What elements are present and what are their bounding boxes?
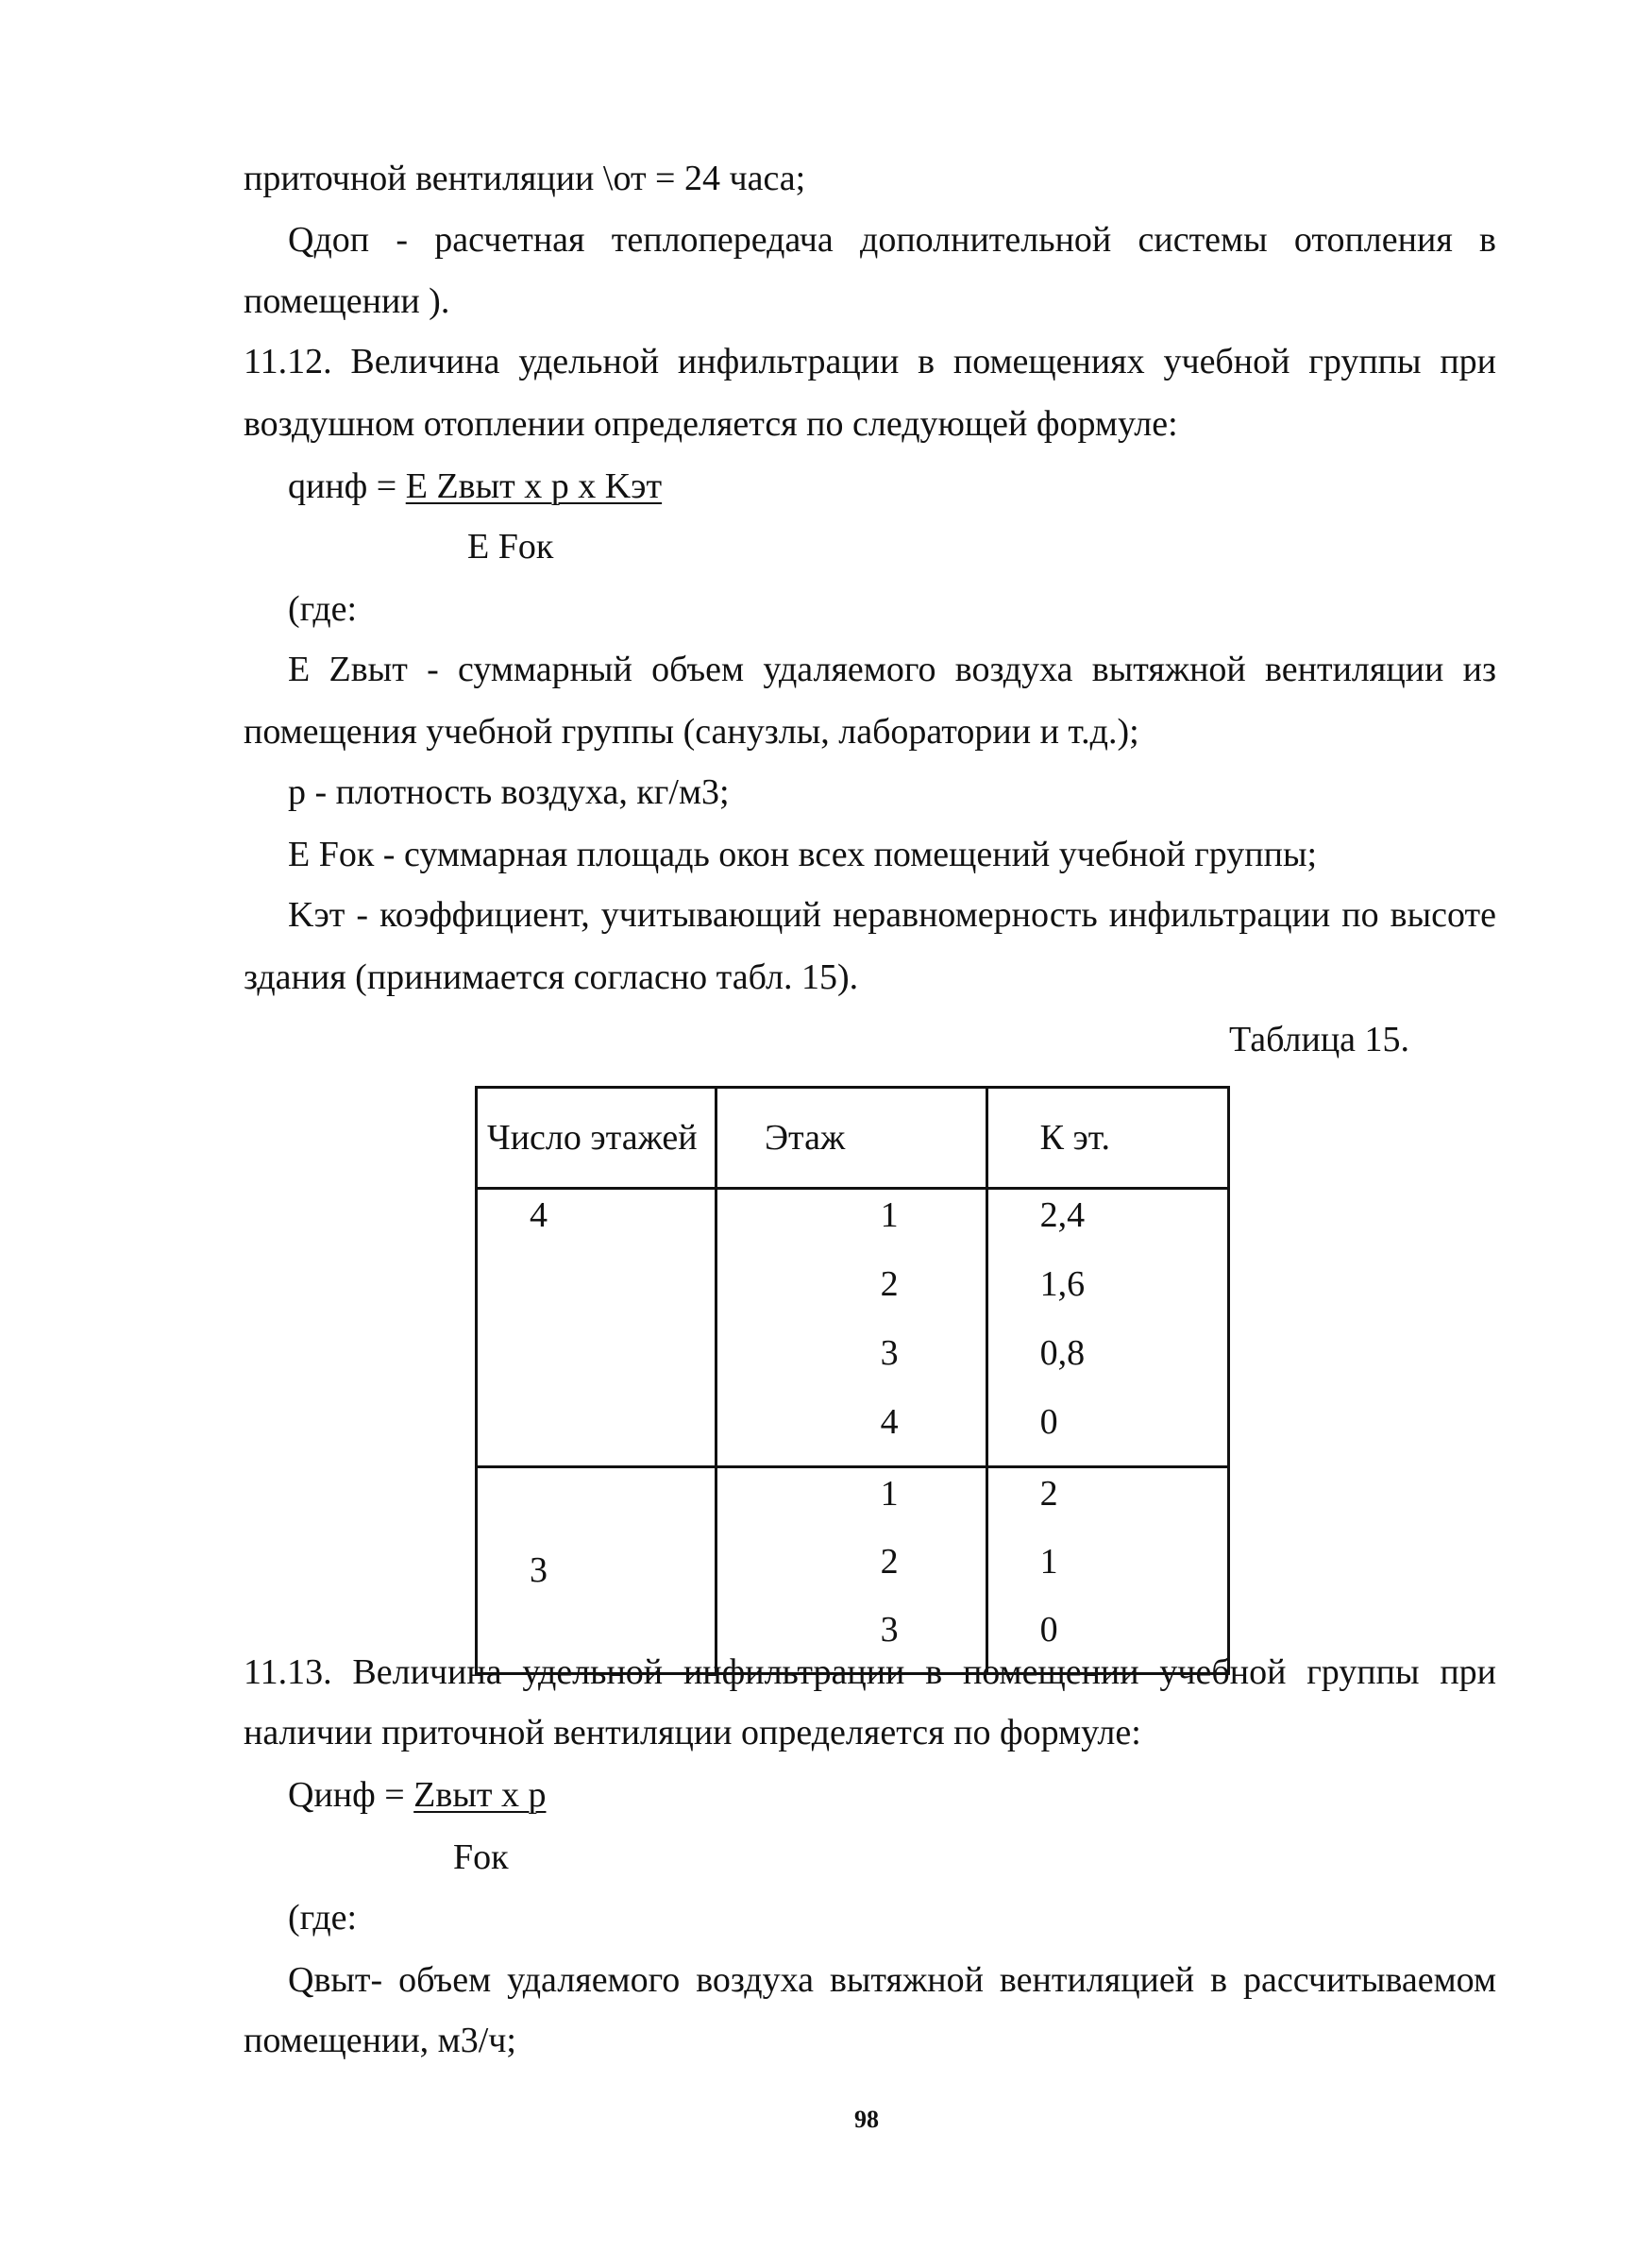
formula-1	[288, 468, 662, 504]
text-line: E Fок - суммарная площадь окон всех помещений учебной группы;	[288, 835, 1318, 874]
text-line: p - плотность воздуха, кг/м3;	[288, 772, 730, 812]
formula-2-numerator: Zвыт x p	[413, 1775, 547, 1815]
floors-count-cell: 4	[477, 1189, 716, 1467]
text-line: Kэт - коэффициент, учитывающий неравномерность инфильтрации по высоте	[288, 895, 1496, 935]
formula-1-lhs: qинф =	[288, 466, 406, 506]
floor-cell: 4	[716, 1396, 986, 1467]
table-row	[477, 1189, 1229, 1260]
text-line: наличии приточной вентиляции определяется по формуле:	[244, 1713, 1141, 1752]
section-11-12-heading: 11.12. Величина удельной инфильтрации в помещениях учебной группы при	[244, 342, 1496, 381]
k-et-cell: 1	[986, 1536, 1228, 1604]
floors-count-cell: 3	[477, 1467, 716, 1674]
k-et-cell: 0	[986, 1396, 1228, 1467]
where-label: (где:	[288, 589, 358, 629]
header-floor: Этаж	[716, 1088, 986, 1189]
formula-1-denominator: E Fок	[467, 527, 554, 567]
text-line: помещении, м3/ч;	[244, 2021, 516, 2060]
formula-1-numerator: E Zвыт x p x Kэт	[405, 466, 663, 506]
text-line: помещения учебной группы (санузлы, лаборатории и т.д.);	[244, 712, 1139, 752]
floor-cell: 3	[716, 1328, 986, 1396]
header-floors-count: Число этажей	[477, 1088, 716, 1189]
text-line: приточной вентиляции \от = 24 часа;	[244, 159, 806, 198]
table-row	[477, 1467, 1229, 1537]
floor-cell: 2	[716, 1259, 986, 1328]
coefficient-table	[475, 1086, 1230, 1675]
k-et-cell: 2,4	[986, 1189, 1228, 1260]
k-et-cell: 0,8	[986, 1328, 1228, 1396]
floor-cell: 1	[716, 1467, 986, 1537]
text-line: Qвыт- объем удаляемого воздуха вытяжной вентиляцией в рассчитываемом	[288, 1960, 1496, 2000]
formula-2	[288, 1777, 546, 1813]
floor-cell: 3	[716, 1604, 986, 1674]
formula-2-lhs: Qинф =	[288, 1775, 414, 1815]
where-label: (где:	[288, 1898, 358, 1938]
text-line: E Zвыт - суммарный объем удаляемого воздуха вытяжной вентиляции из	[288, 650, 1496, 689]
k-et-cell: 2	[986, 1467, 1228, 1537]
page-number: 98	[854, 2106, 879, 2133]
k-et-cell: 0	[986, 1604, 1228, 1674]
table-group-4-floors	[477, 1189, 1229, 1467]
text-line: Qдоп - расчетная теплопередача дополнительной системы отопления в	[288, 220, 1496, 260]
floor-cell: 2	[716, 1536, 986, 1604]
floor-cell: 1	[716, 1189, 986, 1260]
formula-2-denominator: Fок	[453, 1837, 509, 1877]
text-line: помещении ).	[244, 281, 450, 321]
table-header-row	[477, 1088, 1229, 1189]
text-line: здания (принимается согласно табл. 15).	[244, 957, 859, 997]
table-caption: Таблица 15.	[1229, 1020, 1410, 1059]
k-et-cell: 1,6	[986, 1259, 1228, 1328]
table-group-3-floors	[477, 1467, 1229, 1674]
section-11-13-heading: 11.13. Величина удельной инфильтрации в помещении учебной группы при	[244, 1652, 1496, 1692]
header-k-et: К эт.	[986, 1088, 1228, 1189]
text-line: воздушном отоплении определяется по следующей формуле:	[244, 404, 1178, 444]
